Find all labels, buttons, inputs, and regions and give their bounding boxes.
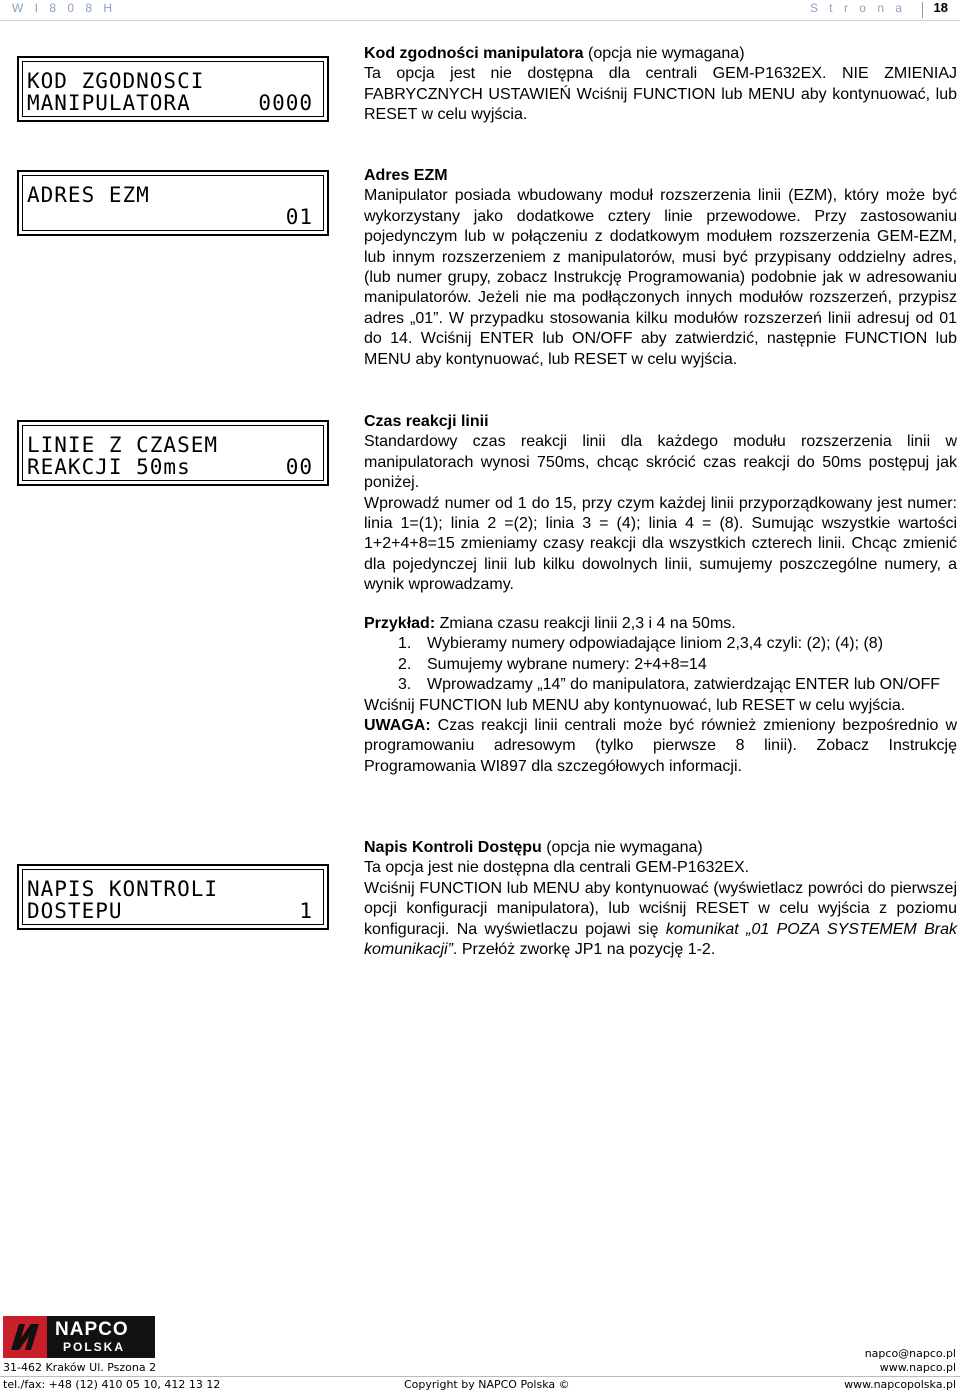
footer-address: 31-462 Kraków Ul. Pszona 2 xyxy=(3,1361,157,1374)
section-napis xyxy=(364,838,957,960)
section-heading xyxy=(364,838,957,858)
lcd-panel-adres xyxy=(17,170,329,236)
footer-web-1[interactable]: www.napco.pl xyxy=(879,1361,956,1374)
footer-copyright: Copyright by NAPCO Polska © xyxy=(404,1378,570,1391)
lcd-line-1: KOD ZGODNOSCI xyxy=(27,69,205,93)
step-text: Wprowadzamy „14” do manipulatora, zatwierdzając ENTER lub ON/OFF xyxy=(427,676,941,694)
lcd-line-2-text: MANIPULATORA xyxy=(27,91,191,115)
list-item xyxy=(364,655,957,675)
uwaga-label: UWAGA: xyxy=(364,717,431,735)
section-body: Ta opcja jest nie dostępna dla centrali GEM-P1632EX. NIE ZMIENIAJ FABRYCZNYCH USTAWIEŃ Wciśnij FUNCTION lub MENU aby kontynuować, lub RESET w celu wyjścia. xyxy=(364,65,957,124)
section-title: Adres EZM xyxy=(364,167,448,184)
header-divider xyxy=(922,2,923,18)
lcd-line-2 xyxy=(27,92,313,114)
section-paragraph-2: Wprowadź numer od 1 do 15, przy czym każdej linii przyporządkowany jest numer: linia 1=(1); linia 2 =(2); linia 3 = (4); linia 4 = (8). Sumując wszystkie wartości 1+2+4+8=15 zmieniamy czasy reakcji dla wszystkich czterech linii. Chcąc zmienić dla pojedynczej linii lub kilku dowolnych linii, sumujemy poszczególne numery, a wynik wprowadzamy. xyxy=(364,494,957,594)
body-italic: komunikat „01 POZA SYSTEMEM Brak komunikacji” xyxy=(364,920,957,959)
lcd-line-1: LINIE Z CZASEM xyxy=(27,433,219,457)
header-rule xyxy=(0,20,960,21)
section-title: Napis Kontroli Dostępu xyxy=(364,839,542,856)
page-number: 18 xyxy=(933,0,948,15)
footer-rule xyxy=(0,1376,960,1377)
section-heading xyxy=(364,44,957,64)
lcd-panel-kod xyxy=(17,56,329,122)
example-steps xyxy=(364,634,957,695)
lcd-value: 0000 xyxy=(258,91,313,115)
section-title-suffix: (opcja nie wymagana) xyxy=(583,45,745,62)
section-kod xyxy=(364,44,957,126)
example-text: Zmiana czasu reakcji linii 2,3 i 4 na 50ms. xyxy=(435,615,736,632)
lcd-value: 1 xyxy=(299,899,313,923)
uwaga-note xyxy=(364,716,957,777)
logo-red-block xyxy=(3,1316,47,1358)
step-text: Sumujemy wybrane numery: 2+4+8=14 xyxy=(427,655,707,673)
lcd-line-2 xyxy=(27,456,313,478)
page-word: S t r o n a xyxy=(809,1,906,15)
section-title: Kod zgodności manipulatora xyxy=(364,45,584,62)
lcd-panel-napis xyxy=(17,864,329,930)
doc-code: W I 8 0 8 H xyxy=(12,1,117,15)
napco-mark-icon xyxy=(9,1322,41,1352)
uwaga-text: Czas reakcji linii centrali może być również zmieniony bezpośrednio w programowaniu adresowym (tylko pierwsze 8 linii). Zobacz Instrukcję Programowania WI897 dla szczegółowych informacji. xyxy=(364,717,957,775)
section-paragraph-1: Standardowy czas reakcji linii dla każdego modułu rozszerzenia linii w manipulatorach wynosi 750ms, chcąc skrócić czas reakcji do 50ms postępuj jak poniżej. xyxy=(364,433,957,492)
step-number: 1. xyxy=(398,635,412,653)
section-body: Manipulator posiada wbudowany moduł rozszerzenia linii (EZM), który może być wykorzystany jako dodatkowe cztery linie przewodowe. Przy zastosowaniu pojedynczym lub w połączeniu z dodatkowym modułem rozszerzenia GEM-EZM, lub innym rozszerzeniem z manipulatorów, musi być przypisany oddzielny adres, (lub numer grupy, zobacz Instrukcję Programowania) podobnie jak w adresowaniu manipulatorów. Jeżeli nie ma podłączonych innych modułów rozszerzeń, przypisz adres „01”. W przypadku stosowania kilku modułów rozszerzeń linii adresuj od 01 do 14. Wciśnij ENTER lub ON/OFF aby zatwierdzić, następnie FUNCTION lub MENU aby kontynuować, lub RESET w celu wyjścia. xyxy=(364,187,957,368)
section-czas xyxy=(364,412,957,596)
lcd-panel-czas xyxy=(17,420,329,486)
example-after: Wciśnij FUNCTION lub MENU aby kontynuować, lub RESET w celu wyjścia. xyxy=(364,696,906,714)
page-footer xyxy=(0,1310,960,1392)
example-label: Przykład: xyxy=(364,615,436,632)
list-item xyxy=(364,675,957,695)
napco-logo xyxy=(3,1316,155,1358)
lcd-value: 00 xyxy=(285,455,313,479)
list-item xyxy=(364,634,957,654)
body-text-end: . Przełóż zworkę JP1 na pozycję 1-2. xyxy=(452,941,716,959)
footer-phone: tel./fax: +48 (12) 410 05 10, 412 13 12 xyxy=(3,1378,221,1391)
lcd-line-2 xyxy=(27,900,313,922)
section-title-suffix: (opcja nie wymagana) xyxy=(541,839,703,856)
footer-email[interactable]: napco@napco.pl xyxy=(864,1347,956,1360)
lcd-line-2-text: REAKCJI 50ms xyxy=(27,455,191,479)
section-przyklad xyxy=(364,614,957,777)
section-adres xyxy=(364,166,957,370)
lcd-line-2-text: DOSTEPU xyxy=(27,899,123,923)
logo-text-bottom: POLSKA xyxy=(63,1340,126,1354)
step-text: Wybieramy numery odpowiadające liniom 2,3,4 czyli: (2); (4); (8) xyxy=(427,635,884,653)
section-body-1: Ta opcja jest nie dostępna dla centrali GEM-P1632EX. xyxy=(364,859,750,877)
logo-text-top: NAPCO xyxy=(55,1319,129,1340)
body-text: Wciśnij FUNCTION lub MENU aby kontynuować (wyświetlacz powróci do pierwszej opcji konfiguracji manipulatora), lub wciśnij RESET w celu wyjścia z poziomu konfiguracji. Na wyświetlaczu pojawi się xyxy=(364,879,957,938)
step-number: 2. xyxy=(398,655,412,673)
footer-web-2[interactable]: www.napcopolska.pl xyxy=(844,1378,956,1391)
page-header xyxy=(0,0,960,22)
step-number: 3. xyxy=(398,676,412,694)
section-body-2 xyxy=(364,879,957,961)
lcd-line-1: NAPIS KONTROLI xyxy=(27,877,219,901)
section-title: Czas reakcji linii xyxy=(364,413,489,430)
example-heading xyxy=(364,614,957,634)
lcd-line-1: ADRES EZM xyxy=(27,183,150,207)
lcd-value: 01 xyxy=(285,205,313,229)
